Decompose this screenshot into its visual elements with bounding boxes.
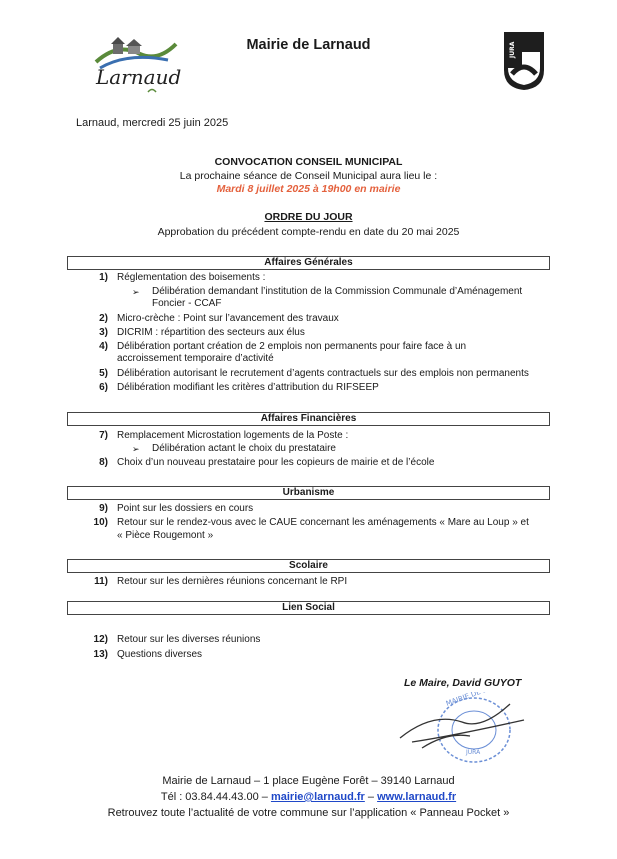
email-link[interactable]: mairie@larnaud.fr <box>270 791 365 803</box>
convocation-title: CONVOCATION CONSEIL MUNICIPAL <box>214 156 403 168</box>
section-heading-generales: Affaires Générales <box>67 256 550 270</box>
footer-tel: Tél : 03.84.44.43.00 – <box>160 791 268 803</box>
svg-text:JURA: JURA <box>509 41 516 58</box>
arrow-bullet-icon: ➢ <box>132 287 140 297</box>
footer-app-line: Retrouvez toute l’actualité de votre commune sur l’application « Panneau Pocket » <box>107 807 510 819</box>
agenda-approval: Approbation du précédent compte-rendu en date du 20 mai 2025 <box>157 226 460 238</box>
section-heading-scolaire: Scolaire <box>67 559 550 573</box>
date-line: Larnaud, mercredi 25 juin 2025 <box>76 117 229 129</box>
footer-dash: – <box>367 791 375 803</box>
section-heading-urbanisme: Urbanisme <box>67 486 550 500</box>
town-logo <box>78 22 188 98</box>
section-heading-financieres: Affaires Financières <box>67 412 550 426</box>
footer-contact <box>0 791 617 803</box>
mayor-signature-name: Le Maire, David GUYOT <box>404 677 522 689</box>
website-link[interactable]: www.larnaud.fr <box>377 791 457 803</box>
agenda-title: ORDRE DU JOUR <box>264 211 353 223</box>
footer-address: Mairie de Larnaud – 1 place Eugène Forêt – 39140 Larnaud <box>162 775 455 787</box>
mayor-signature-stamp <box>392 692 532 772</box>
section-heading-lien-social: Lien Social <box>67 601 550 615</box>
svg-text:JURA: JURA <box>466 749 481 756</box>
arrow-bullet-icon: ➢ <box>132 444 140 454</box>
logo-lettering: Larnaud <box>96 65 182 89</box>
jura-crest <box>502 30 546 92</box>
convocation-subtitle: La prochaine séance de Conseil Municipal aura lieu le : <box>179 170 438 182</box>
town-title: Mairie de Larnaud <box>246 37 371 53</box>
stamp-lettering <box>445 692 516 708</box>
meeting-datetime: Mardi 8 juillet 2025 à 19h00 en mairie <box>216 183 401 195</box>
